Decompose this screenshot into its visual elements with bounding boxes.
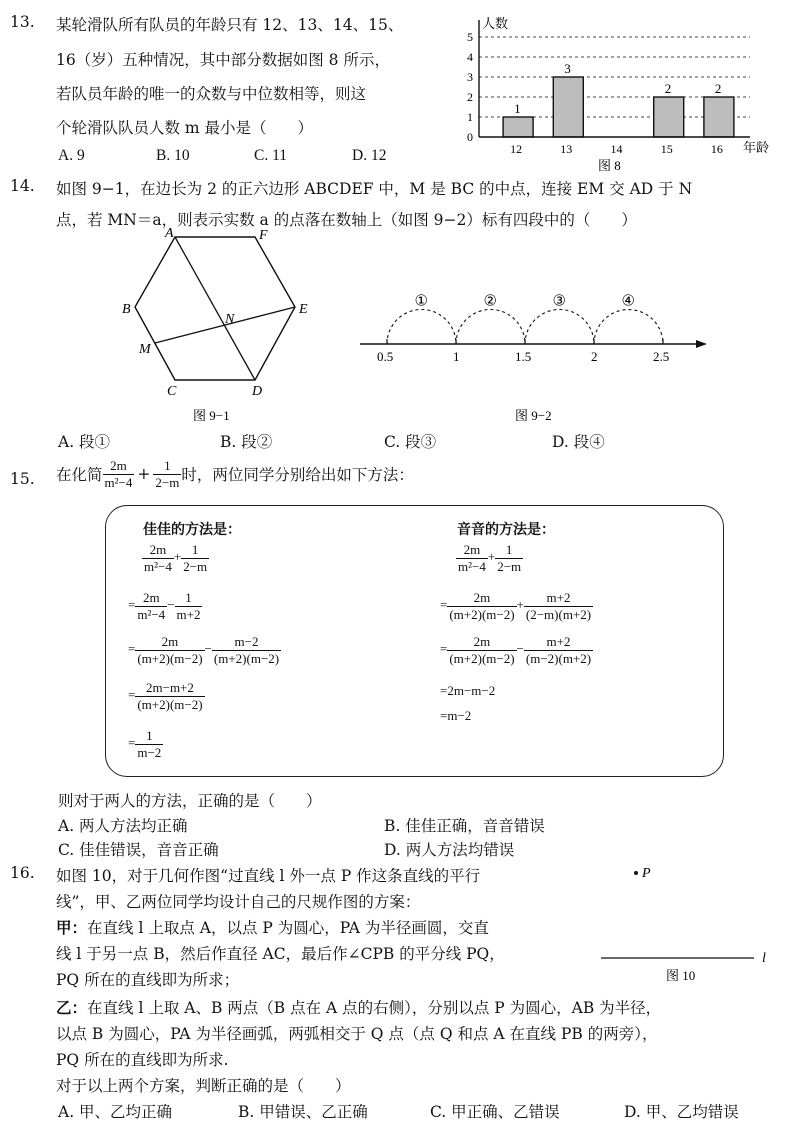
- q13-line3: 若队员年龄的唯一的众数与中位数相等，则这: [56, 85, 367, 103]
- frac-den: (m+2)(m−2): [137, 650, 203, 666]
- jiajia-step5: = $\frac{1}{m-2}$: [128, 728, 162, 760]
- segment-label-2: ②: [483, 293, 497, 310]
- data-label-13: 3: [564, 61, 571, 76]
- frac-num: 2m: [161, 634, 179, 649]
- segment-arc-3: [525, 310, 594, 345]
- segment-arc-2: [456, 310, 525, 345]
- x-tick-16: 16: [710, 142, 723, 156]
- jia-text-1: 在直线 l 上取点 A，以点 P 为圆心，PA 为半径画圆，交直: [87, 919, 489, 937]
- q13-line1: 某轮滑队所有队员的年龄只有 12、13、14、15、: [56, 16, 404, 34]
- frac-num: 2m: [149, 542, 167, 557]
- q16-jia-line1: [56, 916, 489, 938]
- q14-option-d[interactable]: D. 段④: [552, 433, 605, 451]
- q15-intro: 在化简 $\frac{2m}{\text{m²−4}}$ + $\frac{1}{2-m}$ 时，两位同学分别给出如下方法：: [56, 458, 414, 490]
- x-tick-13: 13: [560, 142, 573, 156]
- y-tick-5: 5: [467, 30, 473, 44]
- tick-marks: [377, 339, 669, 364]
- q15-option-d[interactable]: D. 两人方法均错误: [384, 841, 515, 859]
- q14-number: 14.: [10, 177, 35, 195]
- frac-den: (m+2)(m−2): [449, 606, 515, 622]
- q13-option-d[interactable]: D. 12: [352, 147, 387, 164]
- bar-15: [654, 97, 684, 137]
- yinyin-step3: = $\frac{2m}{(m+2)(m-2)}$ − $\frac{m+2}{(m-2)(m+2)}$: [440, 634, 592, 666]
- frac-den: m²−4: [104, 474, 133, 490]
- x-tick-12: 12: [510, 142, 523, 156]
- segment-label-3: ③: [552, 293, 566, 310]
- jiajia-title: 佳佳的方法是：: [143, 522, 241, 538]
- q16-number: 16.: [10, 864, 35, 882]
- q14-option-a[interactable]: A. 段①: [58, 433, 111, 451]
- q16-yi-line1: [56, 996, 661, 1018]
- q13-line4: 个轮滑队队员人数 m 最小是（ ）: [56, 119, 314, 137]
- fig-9-1-caption: 图 9−1: [193, 408, 230, 423]
- fig-10-caption: 图 10: [666, 968, 696, 983]
- q15-intro-tail: 时，两位同学分别给出如下方法：: [181, 466, 414, 485]
- label-a: A: [165, 226, 174, 241]
- label-b: B: [122, 302, 131, 317]
- segment-arcs: [387, 294, 663, 345]
- segment-arc-4: [594, 310, 663, 344]
- frac-num: 1: [191, 542, 199, 557]
- q15-option-a[interactable]: A. 两人方法均正确: [58, 817, 188, 835]
- frac-den: m²−4: [144, 558, 172, 574]
- q16-yi-line2: 以点 B 为圆心，PA 为半径画弧，两弧相交于 Q 点（点 Q 和点 A 在直线 PB 的两旁），: [56, 1025, 658, 1043]
- q13-option-a[interactable]: A. 9: [58, 147, 85, 164]
- y-tick-3: 3: [467, 70, 473, 84]
- q13-option-b[interactable]: B. 10: [156, 147, 190, 164]
- label-p: P: [642, 866, 651, 881]
- q13-line2: 16（岁）五种情况，其中部分数据如图 8 所示，: [56, 51, 390, 69]
- frac-num: 1: [505, 542, 513, 557]
- data-label-15: 2: [664, 81, 672, 96]
- data-label-16: 2: [714, 81, 722, 96]
- label-n: N: [225, 312, 235, 327]
- jia-label: 甲：: [56, 918, 88, 937]
- frac-num: 2m−m+2: [146, 680, 194, 695]
- frac-num: 1: [185, 590, 192, 605]
- segment-arc-1: [387, 310, 456, 345]
- tick-label-1: 1: [453, 349, 460, 364]
- frac-den: m−2: [137, 744, 162, 760]
- fig-9-2-caption: 图 9−2: [515, 408, 552, 423]
- frac-num: 2m: [142, 590, 160, 605]
- frac-den: 2−m: [497, 558, 522, 574]
- q13-option-c[interactable]: C. 11: [254, 147, 288, 164]
- q14-option-b[interactable]: B. 段②: [220, 433, 273, 451]
- tick-label-2: 2: [591, 349, 598, 364]
- frac-den: m²−4: [458, 558, 486, 574]
- frac-den: (m+2)(m−2): [137, 696, 203, 712]
- bar-16: [704, 97, 734, 137]
- frac-den: (2−m)(m+2): [525, 606, 592, 622]
- label-m: M: [139, 342, 151, 357]
- tick-label-0.5: 0.5: [377, 349, 394, 364]
- q15-intro-text: 在化简: [56, 466, 103, 485]
- segment-label-1: ①: [414, 293, 428, 310]
- y-tick-4: 4: [467, 50, 473, 64]
- q15-option-b[interactable]: B. 佳佳正确，音音错误: [384, 817, 545, 835]
- frac-num: 2m: [473, 634, 491, 649]
- y-axis-label: 人数: [482, 16, 509, 31]
- label-e: E: [299, 302, 308, 317]
- yi-label: 乙：: [56, 998, 88, 1017]
- q13-number: 13.: [10, 13, 35, 31]
- q15-frac2: [153, 458, 181, 490]
- q16-option-c[interactable]: C. 甲正确、乙错误: [430, 1103, 560, 1121]
- y-tick-1: 1: [467, 110, 473, 124]
- frac-num: m−2: [234, 634, 259, 649]
- frac-num: 2m: [110, 458, 127, 473]
- q16-jia-line3: PQ 所在的直线即为所求；: [56, 971, 240, 989]
- q16-yi-line3: PQ 所在的直线即为所求.: [56, 1051, 229, 1069]
- q14-line2: 点，若 MN＝a，则表示实数 a 的点落在数轴上（如图 9−2）标有四段中的（ ）: [56, 211, 637, 229]
- q15-question: 则对于两人的方法，正确的是（ ）: [58, 792, 322, 810]
- x-tick-15: 15: [660, 142, 673, 156]
- yinyin-title: 音音的方法是：: [457, 522, 555, 538]
- arrow-head: [696, 340, 707, 348]
- frac-den: 2−m: [155, 474, 180, 490]
- frac-num: 1: [164, 458, 171, 473]
- q15-frac1: [103, 458, 135, 490]
- frac-num: m+2: [546, 590, 571, 605]
- frac-den: m²−4: [137, 606, 166, 622]
- yinyin-step4: =2m−m−2: [440, 683, 496, 698]
- q15-number: 15.: [10, 470, 35, 488]
- segment-label-4: ④: [621, 293, 635, 310]
- tick-label-2.5: 2.5: [653, 349, 670, 364]
- point-p: [634, 871, 638, 875]
- frac-den: (m−2)(m+2): [525, 650, 592, 666]
- frac-num: m+2: [546, 634, 571, 649]
- y-tick-2: 2: [467, 90, 473, 104]
- q16-line1: 如图 10，对于几何作图“过直线 l 外一点 P 作这条直线的平行: [56, 867, 481, 885]
- jiajia-step1: $\frac{2m}{\text{m²−4}}$ + $\frac{1}{2-m}$: [144, 542, 208, 574]
- q15-option-c[interactable]: C. 佳佳错误，音音正确: [58, 841, 219, 859]
- frac-num: 2m: [463, 542, 481, 557]
- q16-question: 对于以上两个方案，判断正确的是（ ）: [56, 1077, 351, 1095]
- yinyin-step1: $\frac{2m}{\text{m²−4}}$ + $\frac{1}{2-m}$: [458, 542, 522, 574]
- q14-option-c[interactable]: C. 段③: [384, 433, 437, 451]
- q16-line2: 线”，甲、乙两位同学均设计自己的尺规作图的方案：: [56, 893, 421, 911]
- frac-den: (m+2)(m−2): [213, 650, 280, 666]
- tick-label-1.5: 1.5: [515, 349, 532, 364]
- frac-den: (m+2)(m−2): [449, 650, 515, 666]
- chart-title: 图 8: [598, 158, 621, 173]
- number-line-figure-9-2: [355, 280, 725, 425]
- q16-option-d[interactable]: D. 甲、乙均错误: [624, 1103, 739, 1121]
- x-tick-14: 14: [610, 142, 623, 156]
- q14-line1: 如图 9−1，在边长为 2 的正六边形 ABCDEF 中，M 是 BC 的中点，连接 EM 交 AD 于 N: [56, 180, 693, 198]
- frac-den: m+2: [176, 606, 201, 622]
- data-label-12: 1: [514, 101, 521, 116]
- label-f: F: [259, 228, 268, 243]
- frac-num: 1: [146, 728, 153, 743]
- q16-option-a[interactable]: A. 甲、乙均正确: [58, 1103, 173, 1121]
- x-axis-label: 年龄: [743, 140, 770, 155]
- q16-jia-line2: 线 l 于另一点 B，然后作直径 AC，最后作∠CPB 的平分线 PQ，: [56, 945, 505, 963]
- frac-num: 2m: [473, 590, 491, 605]
- label-l: l: [762, 951, 766, 966]
- jiajia-step2: = $\frac{2m}{\text{m²−4}}$ − $\frac{1}{m+2}$: [128, 590, 201, 622]
- jiajia-step3: = $\frac{2m}{(m+2)(m-2)}$ − $\frac{m-2}{(m+2)(m-2)}$: [128, 634, 280, 666]
- y-tick-0: 0: [467, 130, 473, 144]
- q16-option-b[interactable]: B. 甲错误、乙正确: [238, 1103, 368, 1121]
- bar-chart-figure-8: [450, 12, 780, 177]
- frac-den: 2−m: [183, 558, 208, 574]
- hexagon-figure-9-1: [115, 225, 325, 425]
- label-c: C: [167, 384, 177, 399]
- figure-10: [596, 860, 776, 985]
- yinyin-step5: =m−2: [440, 708, 472, 723]
- bar-13: [553, 77, 583, 137]
- jiajia-step4: = $\frac{2m-m+2}{(m+2)(m-2)}$: [128, 680, 203, 712]
- chart-bars: [503, 77, 734, 137]
- bar-12: [503, 117, 533, 137]
- yi-text-1: 在直线 l 上取 A、B 两点（B 点在 A 点的右侧），分别以点 P 为圆心，AB 为半径，: [87, 999, 662, 1017]
- label-d: D: [252, 384, 263, 399]
- yinyin-step2: = $\frac{2m}{(m+2)(m-2)}$ + $\frac{m+2}{(2-m)(m+2)}$: [440, 590, 592, 622]
- segment-ad: [175, 237, 255, 380]
